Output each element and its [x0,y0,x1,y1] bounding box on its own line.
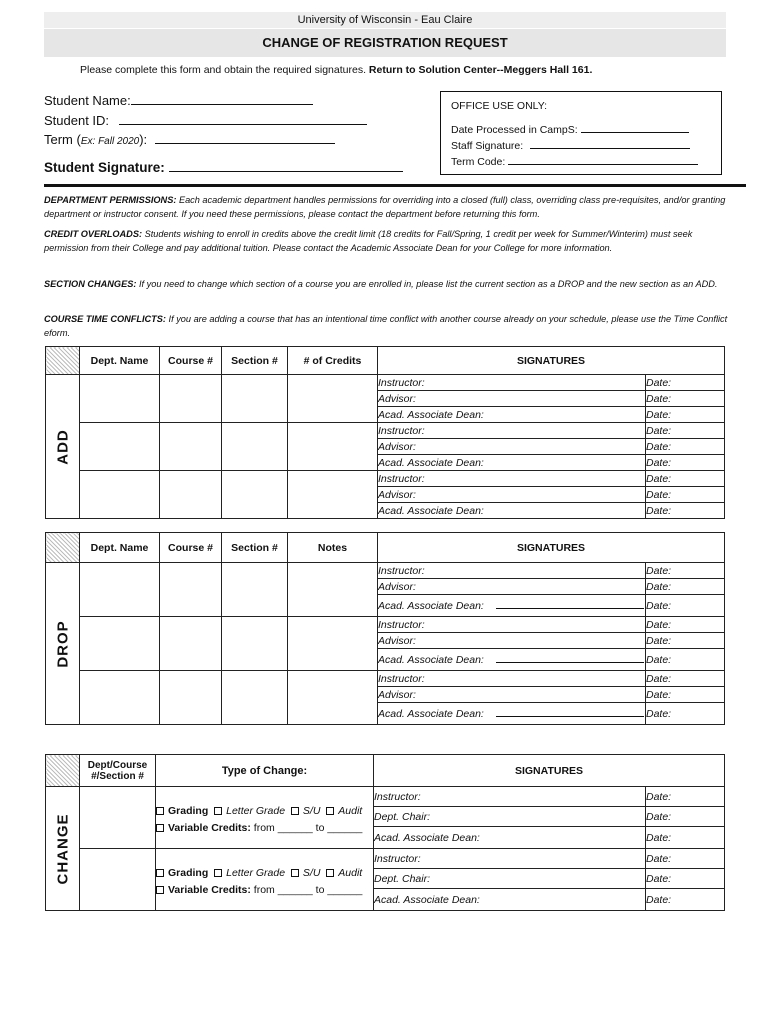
change-instructor-1[interactable]: Instructor: [374,787,646,807]
drop-signatures-header: SIGNATURES [378,533,725,563]
add-dean-3[interactable]: Acad. Associate Dean: [378,503,646,519]
add-side-label [46,375,80,519]
drop-dean-2[interactable] [378,649,646,671]
change-chair-1[interactable]: Dept. Chair: [374,807,646,827]
add-section-1[interactable] [222,375,288,423]
dean-line [496,600,644,609]
audit-label: Audit [338,804,363,817]
add-corner [46,347,80,375]
change-dean-2[interactable]: Acad. Associate Dean: [374,889,646,911]
variable-credits-label: Variable Credits: [168,883,251,896]
add-signatures-header: SIGNATURES [378,347,725,375]
change-course-1[interactable] [80,787,156,849]
audit-checkbox[interactable] [326,869,334,877]
add-header-course: Course # [160,347,222,375]
office-use-box [440,91,722,175]
add-advisor-1[interactable]: Advisor: [378,391,646,407]
change-corner [46,755,80,787]
change-table [45,754,725,911]
dean-label: Acad. Associate Dean: [378,653,484,666]
drop-date[interactable]: Date: [646,563,725,579]
term-code-field[interactable] [508,155,698,165]
letter-grade-label: Letter Grade [226,866,286,879]
note-lead: CREDIT OVERLOADS: [44,229,143,239]
change-type-2 [156,849,374,911]
change-type-1 [156,787,374,849]
term-example: Ex: Fall 2020 [80,136,140,147]
dean-label: Acad. Associate Dean: [378,707,484,720]
return-location: Return to Solution Center--Meggers Hall 161. [368,64,593,76]
drop-label-text: DROP [54,619,71,668]
student-name-row [44,93,313,108]
drop-instructor-1[interactable]: Instructor: [378,563,646,579]
add-date[interactable]: Date: [646,439,725,455]
add-date[interactable]: Date: [646,487,725,503]
change-date[interactable]: Date: [646,827,725,849]
note-lead: SECTION CHANGES: [44,279,137,289]
dean-line [496,708,644,717]
drop-date[interactable]: Date: [646,703,725,725]
term-field[interactable] [155,132,335,144]
drop-notes-3[interactable] [288,671,378,725]
add-instructor-3[interactable]: Instructor: [378,471,646,487]
drop-notes-2[interactable] [288,617,378,671]
drop-notes-1[interactable] [288,563,378,617]
term-label-close: ): [139,132,148,147]
add-credits-1[interactable] [288,375,378,423]
add-course-3[interactable] [160,471,222,519]
change-header-course: Dept/Course #/Section # [80,755,156,787]
su-label: S/U [302,866,321,879]
su-label: S/U [302,804,321,817]
add-date[interactable]: Date: [646,471,725,487]
change-date[interactable]: Date: [646,787,725,807]
drop-header-notes: Notes [288,533,378,563]
change-date[interactable]: Date: [646,807,725,827]
form-title: CHANGE OF REGISTRATION REQUEST [44,29,726,57]
add-instructor-2[interactable]: Instructor: [378,423,646,439]
grading-checkbox[interactable] [156,807,164,815]
grading-label: Grading [168,804,209,817]
change-side-label [46,787,80,911]
drop-dept-3[interactable] [80,671,160,725]
drop-dept-2[interactable] [80,617,160,671]
letter-grade-label: Letter Grade [226,804,286,817]
add-date[interactable]: Date: [646,407,725,423]
term-code-label: Term Code: [451,156,506,168]
drop-date[interactable]: Date: [646,671,725,687]
note-text: If you are adding a course that has an intentional time conflict with another course already on your schedule, please use the Time Conflict eform. [44,314,728,338]
variable-credits-checkbox[interactable] [156,886,164,894]
note-lead: DEPARTMENT PERMISSIONS: [44,195,177,205]
drop-section-3[interactable] [222,671,288,725]
section-divider [44,184,746,187]
variable-credits-checkbox[interactable] [156,824,164,832]
drop-course-3[interactable] [160,671,222,725]
add-instructor-1[interactable]: Instructor: [378,375,646,391]
credit-overloads-note [44,227,728,255]
note-text: Students wishing to enroll in credits above the credit limit (18 credits for Fall/Spring, 1 credit per week for Summer/Winterim) must seek permission from their College and pay additional tuition. Please contact the Academic Associate Dean for your College for more information. [44,229,693,253]
add-credits-2[interactable] [288,423,378,471]
dean-label: Acad. Associate Dean: [378,599,484,612]
student-signature-row [44,160,403,175]
drop-header-section: Section # [222,533,288,563]
student-name-label: Student Name: [44,93,131,108]
change-course-2[interactable] [80,849,156,911]
letter-grade-checkbox[interactable] [214,869,222,877]
add-section-2[interactable] [222,423,288,471]
drop-section-1[interactable] [222,563,288,617]
add-dept-2[interactable] [80,423,160,471]
instructions-text: Please complete this form and obtain the required signatures. [80,64,366,76]
student-signature-field[interactable] [169,160,403,172]
add-section-3[interactable] [222,471,288,519]
student-signature-label: Student Signature: [44,160,165,175]
office-use-title: OFFICE USE ONLY: [451,100,548,112]
add-header-dept: Dept. Name [80,347,160,375]
student-id-field[interactable] [119,113,367,125]
drop-side-label [46,563,80,725]
add-course-2[interactable] [160,423,222,471]
drop-corner [46,533,80,563]
note-text: If you need to change which section of a course you are enrolled in, please list the current section as a DROP and the new section as an ADD. [136,279,718,289]
variable-credits-range: from ______ to ______ [253,821,363,834]
change-date[interactable]: Date: [646,889,725,911]
drop-instructor-2[interactable]: Instructor: [378,617,646,633]
form-instructions [80,64,592,76]
drop-dean-3[interactable] [378,703,646,725]
section-changes-note [44,277,728,291]
change-signatures-header: SIGNATURES [374,755,725,787]
dean-line [496,654,644,663]
grading-label: Grading [168,866,209,879]
add-label-text: ADD [54,428,71,465]
add-advisor-2[interactable]: Advisor: [378,439,646,455]
variable-credits-label: Variable Credits: [168,821,251,834]
drop-instructor-3[interactable]: Instructor: [378,671,646,687]
su-checkbox[interactable] [291,807,299,815]
drop-course-1[interactable] [160,563,222,617]
add-dean-1[interactable]: Acad. Associate Dean: [378,407,646,423]
add-dept-1[interactable] [80,375,160,423]
drop-dean-1[interactable] [378,595,646,617]
drop-date[interactable]: Date: [646,687,725,703]
audit-checkbox[interactable] [326,807,334,815]
add-header-section: Section # [222,347,288,375]
add-date[interactable]: Date: [646,423,725,439]
date-processed-field[interactable] [581,123,689,133]
change-instructor-2[interactable]: Instructor: [374,849,646,869]
change-label-text: CHANGE [54,812,71,885]
add-table [45,346,725,519]
note-lead: COURSE TIME CONFLICTS: [44,314,166,324]
drop-advisor-2[interactable]: Advisor: [378,633,646,649]
drop-header-course: Course # [160,533,222,563]
audit-label: Audit [338,866,363,879]
add-course-1[interactable] [160,375,222,423]
drop-date[interactable]: Date: [646,633,725,649]
add-advisor-3[interactable]: Advisor: [378,487,646,503]
staff-signature-label: Staff Signature: [451,140,524,152]
add-date[interactable]: Date: [646,455,725,471]
su-checkbox[interactable] [291,869,299,877]
add-date[interactable]: Date: [646,375,725,391]
change-dean-1[interactable]: Acad. Associate Dean: [374,827,646,849]
student-id-label: Student ID: [44,113,110,128]
add-header-credits: # of Credits [288,347,378,375]
drop-date[interactable]: Date: [646,649,725,671]
term-row [44,132,335,147]
letter-grade-checkbox[interactable] [214,807,222,815]
change-chair-2[interactable]: Dept. Chair: [374,869,646,889]
time-conflicts-note [44,312,728,340]
change-date[interactable]: Date: [646,849,725,869]
drop-table [45,532,725,725]
university-name: University of Wisconsin - Eau Claire [44,12,726,28]
student-id-row [44,113,367,128]
change-header-type: Type of Change: [156,755,374,787]
staff-signature-field[interactable] [530,139,690,149]
add-date[interactable]: Date: [646,503,725,519]
drop-date[interactable]: Date: [646,579,725,595]
change-date[interactable]: Date: [646,869,725,889]
drop-date[interactable]: Date: [646,595,725,617]
term-label: Term ( [44,132,81,147]
student-name-field[interactable] [131,93,313,105]
department-permissions-note [44,193,728,221]
add-dept-3[interactable] [80,471,160,519]
add-credits-3[interactable] [288,471,378,519]
note-text: Each academic department handles permissions for overriding into a closed (full) class, overriding class pre-requisites, and/or granting department or instructor consent. If you need these permissions, please contact the department before returning this form. [44,195,726,219]
variable-credits-range: from ______ to ______ [253,883,363,896]
date-processed-label: Date Processed in CampS: [451,124,578,136]
drop-date[interactable]: Date: [646,617,725,633]
drop-dept-1[interactable] [80,563,160,617]
drop-section-2[interactable] [222,617,288,671]
add-dean-2[interactable]: Acad. Associate Dean: [378,455,646,471]
drop-advisor-1[interactable]: Advisor: [378,579,646,595]
grading-checkbox[interactable] [156,869,164,877]
drop-course-2[interactable] [160,617,222,671]
drop-advisor-3[interactable]: Advisor: [378,687,646,703]
drop-header-dept: Dept. Name [80,533,160,563]
add-date[interactable]: Date: [646,391,725,407]
